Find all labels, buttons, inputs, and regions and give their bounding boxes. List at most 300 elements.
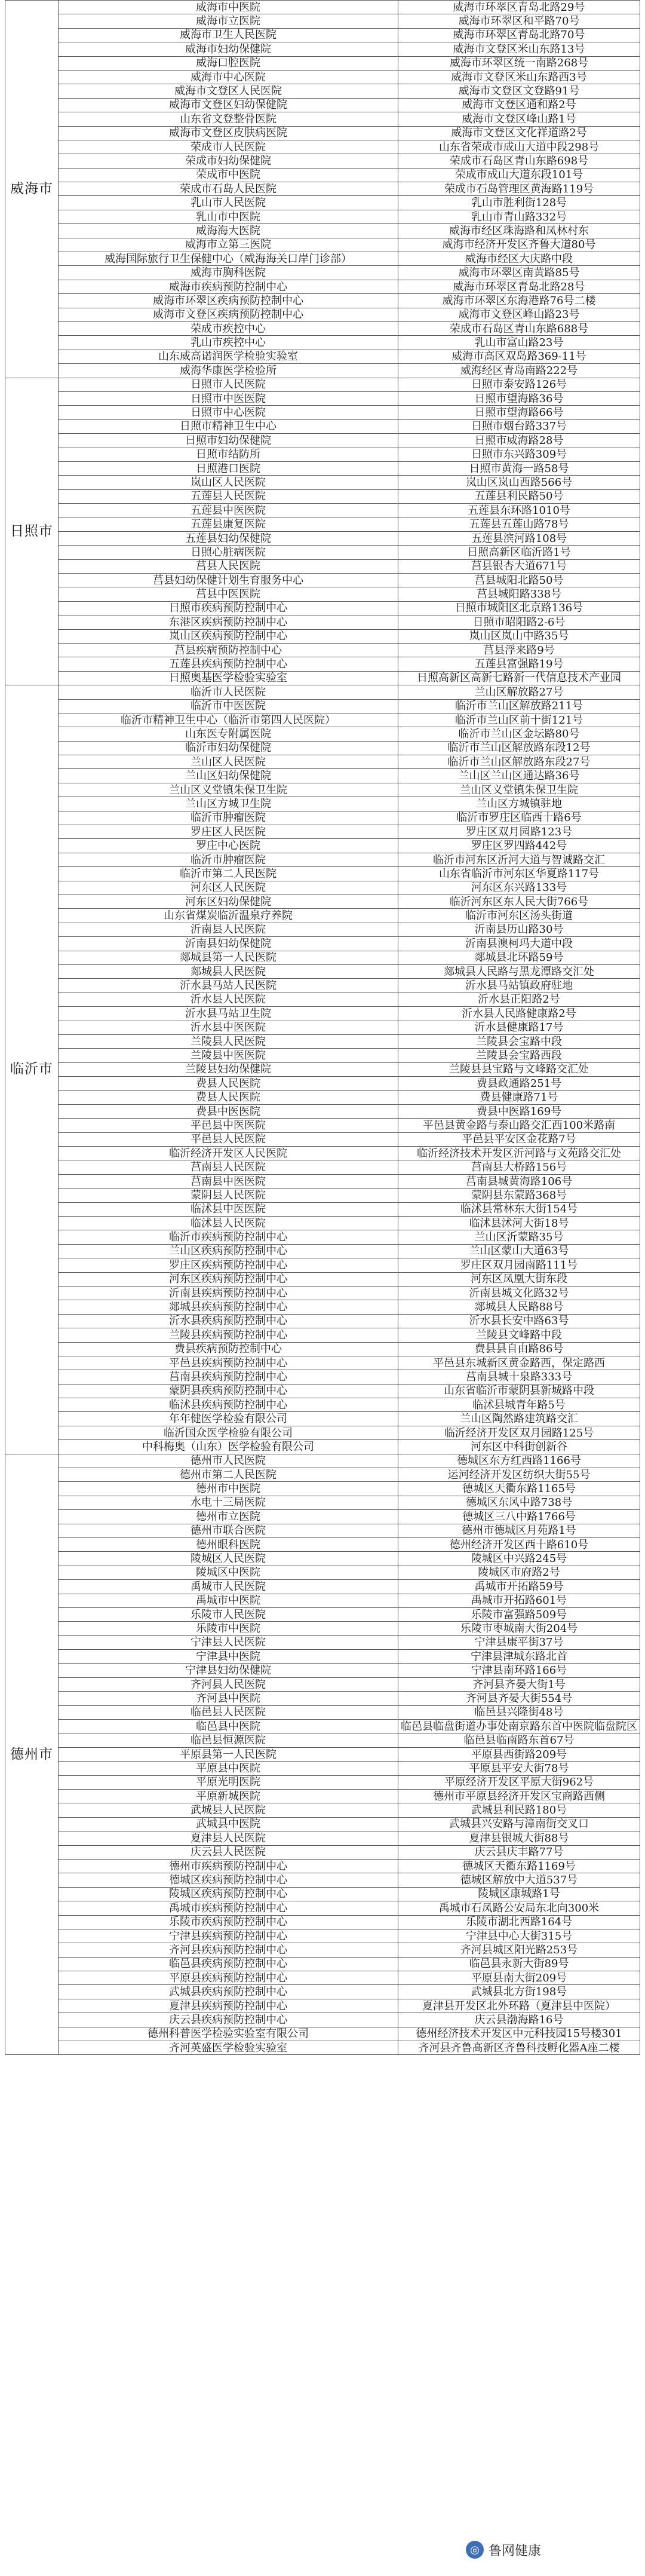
address-cell: 平原县西街路209号 <box>398 1747 640 1761</box>
address-cell: 临沂市兰山区金坛路80号 <box>398 727 640 741</box>
table-row <box>5 1537 640 1551</box>
table-row <box>5 951 640 964</box>
address-cell: 临沂市兰山区前十街121号 <box>398 713 640 727</box>
address-cell: 威海市高区双岛路369-11号 <box>398 350 640 363</box>
table-row <box>5 839 640 853</box>
address-cell: 临邑县临南路东首67号 <box>398 1733 640 1747</box>
table-row <box>5 1440 640 1454</box>
institution-name-cell: 荣成市疾控中心 <box>59 321 398 335</box>
address-cell: 岚山区岚山中路35号 <box>398 629 640 643</box>
institution-name-cell: 临沂市肿瘤医院 <box>59 811 398 825</box>
address-cell: 五莲县五莲山路78号 <box>398 517 640 531</box>
institution-name-cell: 岚山区人民医院 <box>59 476 398 489</box>
table-row <box>5 1370 640 1384</box>
institution-name-cell: 威海市卫生人民医院 <box>59 28 398 42</box>
institution-name-cell: 日照市人民医院 <box>59 378 398 391</box>
table-row <box>5 2041 640 2055</box>
address-cell: 日照市烟台路337号 <box>398 419 640 433</box>
institution-name-cell: 山东省文登整骨医院 <box>59 112 398 126</box>
address-cell: 威海市环翠区南黄路85号 <box>398 266 640 280</box>
address-cell: 平原经济开发区平原大街962号 <box>398 1775 640 1789</box>
address-cell: 郯城县人民路与黑龙潭路交汇处 <box>398 964 640 978</box>
address-cell: 罗庄区罗四路442号 <box>398 839 640 853</box>
address-cell: 临沭县城青年路5号 <box>398 1398 640 1412</box>
institution-name-cell: 宁津县中医院 <box>59 1650 398 1664</box>
address-cell: 运河经济开发区纺织大街55号 <box>398 1468 640 1482</box>
address-cell: 临沂市罗庄区临西十路6号 <box>398 811 640 825</box>
institution-name-cell: 临沭县疾病预防控制中心 <box>59 1398 398 1412</box>
address-cell: 沂水县马站镇政府驻地 <box>398 979 640 993</box>
institution-name-cell: 兰陵县疾病预防控制中心 <box>59 1328 398 1342</box>
address-cell: 临邑县兴隆街48号 <box>398 1705 640 1719</box>
table-row <box>5 1104 640 1118</box>
institution-name-cell: 莒南县人民医院 <box>59 1160 398 1174</box>
institution-name-cell: 临邑县疾病预防控制中心 <box>59 1957 398 1971</box>
table-row <box>5 56 640 70</box>
address-cell: 日照市望海路66号 <box>398 406 640 419</box>
table-row <box>5 517 640 531</box>
address-cell: 临沂经济技术开发区沂河路与文苑路交汇处 <box>398 1147 640 1160</box>
table-row <box>5 546 640 559</box>
table-row <box>5 755 640 769</box>
address-cell: 德城区天衢东路1165号 <box>398 1482 640 1496</box>
table-row <box>5 993 640 1006</box>
address-cell: 兰山区兰山区通达路36号 <box>398 769 640 783</box>
address-cell: 山东省荣成市成山大道中段298号 <box>398 140 640 154</box>
institution-name-cell: 兰山区义堂镇朱保卫生院 <box>59 783 398 797</box>
institution-name-cell: 兰山区疾病预防控制中心 <box>59 1244 398 1258</box>
institution-name-cell: 岚山区疾病预防控制中心 <box>59 629 398 643</box>
table-row <box>5 1202 640 1216</box>
address-cell: 费县健康路71号 <box>398 1091 640 1104</box>
address-cell: 兰陵县会宝路中段 <box>398 1034 640 1048</box>
address-cell: 莒南县城十泉路333号 <box>398 1370 640 1384</box>
table-row <box>5 1272 640 1286</box>
table-row <box>5 448 640 461</box>
institution-name-cell: 五莲县康复医院 <box>59 517 398 531</box>
institution-name-cell: 德州市第二人民医院 <box>59 1468 398 1482</box>
table-row <box>5 308 640 321</box>
table-row <box>5 895 640 909</box>
address-cell: 莒县浮来路9号 <box>398 643 640 657</box>
table-row <box>5 1426 640 1439</box>
institution-name-cell: 临沂市肿瘤医院 <box>59 853 398 866</box>
table-row <box>5 391 640 405</box>
table-row <box>5 1762 640 1775</box>
address-cell: 临沂市河东区沂河大道与智诚路交汇 <box>398 853 640 866</box>
address-cell: 威海市文登区峰山路23号 <box>398 308 640 321</box>
city-cell: 德州市 <box>5 1454 59 2055</box>
table-row <box>5 378 640 391</box>
address-cell: 沂水县长安中路63号 <box>398 1314 640 1328</box>
institution-name-cell: 沂南县人民医院 <box>59 923 398 936</box>
institution-name-cell: 莒县人民医院 <box>59 559 398 573</box>
address-cell: 沂南县历山路30号 <box>398 923 640 936</box>
hospital-address-table <box>5 0 640 2055</box>
table-row <box>5 140 640 154</box>
institution-name-cell: 威海海大医院 <box>59 224 398 238</box>
institution-name-cell: 五莲县人民医院 <box>59 489 398 503</box>
address-cell: 乐陵市富强路509号 <box>398 1607 640 1621</box>
institution-name-cell: 临邑县恒源医院 <box>59 1733 398 1747</box>
address-cell: 临沭县沭河大街18号 <box>398 1216 640 1230</box>
table-row <box>5 126 640 140</box>
address-cell: 威海市经区珠海路和凤林村东 <box>398 224 640 238</box>
institution-name-cell: 陵城区人民医院 <box>59 1552 398 1566</box>
address-cell: 临沂市兰山区解放路东段27号 <box>398 755 640 769</box>
table-row <box>5 84 640 98</box>
institution-name-cell: 德州眼科医院 <box>59 1537 398 1551</box>
institution-name-cell: 蒙阴县人民医院 <box>59 1189 398 1202</box>
table-row <box>5 1189 640 1202</box>
institution-name-cell: 平原光明医院 <box>59 1775 398 1789</box>
table-row <box>5 811 640 825</box>
institution-name-cell: 兰山区方城卫生院 <box>59 797 398 811</box>
address-cell: 五莲县利民路50号 <box>398 489 640 503</box>
institution-name-cell: 临沂市疾病预防控制中心 <box>59 1230 398 1244</box>
institution-name-cell: 德州科普医学检验实验室有限公司 <box>59 2027 398 2041</box>
address-cell: 郯城县北环路59号 <box>398 951 640 964</box>
table-row <box>5 1021 640 1034</box>
institution-name-cell: 庆云县疾病预防控制中心 <box>59 2013 398 2027</box>
institution-name-cell: 临邑县人民医院 <box>59 1705 398 1719</box>
table-row <box>5 741 640 755</box>
institution-name-cell: 乐陵市中医院 <box>59 1622 398 1635</box>
institution-name-cell: 莒县妇幼保健计划生育服务中心 <box>59 574 398 587</box>
address-cell: 威海市经区大庆路中段 <box>398 252 640 266</box>
address-cell: 兰山区义堂镇朱保卫生院 <box>398 783 640 797</box>
institution-name-cell: 山东威高诺润医学检验实验室 <box>59 350 398 363</box>
address-cell: 威海市环翠区青岛北路70号 <box>398 28 640 42</box>
address-cell: 齐河县齐晏大街554号 <box>398 1692 640 1705</box>
institution-name-cell: 荣成市妇幼保健院 <box>59 154 398 168</box>
table-row <box>5 2013 640 2027</box>
address-cell: 齐河县齐晏大街1号 <box>398 1677 640 1691</box>
table-row <box>5 1286 640 1300</box>
address-cell: 临沂经济开发区双月园路125号 <box>398 1426 640 1439</box>
table-row <box>5 1482 640 1496</box>
institution-name-cell: 平邑县疾病预防控制中心 <box>59 1356 398 1370</box>
address-cell: 威海市文登区通和路2号 <box>398 98 640 112</box>
institution-name-cell: 平原新城医院 <box>59 1790 398 1803</box>
table-row <box>5 643 640 657</box>
institution-name-cell: 临沂国众医学检验有限公司 <box>59 1426 398 1439</box>
institution-name-cell: 费县疾病预防控制中心 <box>59 1342 398 1356</box>
table-row <box>5 881 640 895</box>
address-cell: 河东区东兴路133号 <box>398 881 640 895</box>
table-row <box>5 1356 640 1370</box>
table-row <box>5 1174 640 1188</box>
table-row <box>5 419 640 433</box>
address-cell: 德城区天衢东路1169号 <box>398 1859 640 1873</box>
institution-name-cell: 日照奥基医学检验实验室 <box>59 671 398 685</box>
address-cell: 威海市文登区峰山路1号 <box>398 112 640 126</box>
address-cell: 平原县平安大街78号 <box>398 1762 640 1775</box>
institution-name-cell: 蒙阴县疾病预防控制中心 <box>59 1384 398 1398</box>
address-cell: 威海市文登区米山东路13号 <box>398 42 640 56</box>
table-row <box>5 252 640 266</box>
institution-name-cell: 乐陵市疾病预防控制中心 <box>59 1915 398 1929</box>
table-row <box>5 1747 640 1761</box>
address-cell: 山东省临沂市河东区华夏路117号 <box>398 867 640 881</box>
address-cell: 武城县兴安路与漳南街交叉口 <box>398 1817 640 1831</box>
institution-name-cell: 山东医专附属医院 <box>59 727 398 741</box>
table-row <box>5 1692 640 1705</box>
institution-name-cell: 临沂经济开发区人民医院 <box>59 1147 398 1160</box>
table-row <box>5 1524 640 1537</box>
address-cell: 禹城市石凤路公安局东北向300米 <box>398 1901 640 1915</box>
table-row <box>5 1230 640 1244</box>
table-row <box>5 1216 640 1230</box>
address-cell: 临沂市兰山区解放路211号 <box>398 699 640 713</box>
institution-name-cell: 费县中医医院 <box>59 1104 398 1118</box>
institution-name-cell: 武城县中医院 <box>59 1817 398 1831</box>
table-row <box>5 1 640 14</box>
address-cell: 沂南县城文化路32号 <box>398 1286 640 1300</box>
institution-name-cell: 沂水县中医医院 <box>59 1021 398 1034</box>
institution-name-cell: 日照市中心医院 <box>59 406 398 419</box>
address-cell: 莒县城阳北路50号 <box>398 574 640 587</box>
institution-name-cell: 临沭县中医医院 <box>59 1202 398 1216</box>
table-row <box>5 1887 640 1901</box>
address-cell: 岚山区岚山西路566号 <box>398 476 640 489</box>
address-cell: 齐河县齐鲁高新区齐鲁科技孵化器A座二楼 <box>398 2041 640 2055</box>
address-cell: 荣成市成山大道东段101号 <box>398 168 640 182</box>
institution-name-cell: 荣成市中医院 <box>59 168 398 182</box>
institution-name-cell: 德州市中医院 <box>59 1482 398 1496</box>
institution-name-cell: 罗庄区人民医院 <box>59 825 398 839</box>
institution-name-cell: 荣成市人民医院 <box>59 140 398 154</box>
address-cell: 乳山市富山路23号 <box>398 336 640 350</box>
address-cell: 威海市环翠区青岛北路28号 <box>398 280 640 293</box>
institution-name-cell: 德州市立医院 <box>59 1510 398 1524</box>
institution-name-cell: 临邑县中医院 <box>59 1720 398 1733</box>
table-row <box>5 280 640 293</box>
address-cell: 罗庄区双月园南路111号 <box>398 1258 640 1272</box>
table-row <box>5 336 640 350</box>
address-cell: 沂水县健康路17号 <box>398 1021 640 1034</box>
table-row <box>5 14 640 28</box>
institution-name-cell: 罗庄区疾病预防控制中心 <box>59 1258 398 1272</box>
address-cell: 武城县北方街198号 <box>398 1985 640 1999</box>
address-cell: 宁津县津城东路北首 <box>398 1650 640 1664</box>
address-cell: 乐陵市枣城南大街204号 <box>398 1622 640 1635</box>
address-cell: 兰陵县文峰路中段 <box>398 1328 640 1342</box>
institution-name-cell: 德城区疾病预防控制中心 <box>59 1873 398 1887</box>
institution-name-cell: 五莲县中医医院 <box>59 504 398 517</box>
address-cell: 威海市环翠区青岛北路29号 <box>398 1 640 14</box>
institution-name-cell: 威海市环翠区疾病预防控制中心 <box>59 294 398 308</box>
institution-name-cell: 平邑县人民医院 <box>59 1132 398 1146</box>
institution-name-cell: 齐河县人民医院 <box>59 1677 398 1691</box>
institution-name-cell: 莒南县疾病预防控制中心 <box>59 1370 398 1384</box>
address-cell: 日照市威海路28号 <box>398 434 640 448</box>
address-cell: 宁津县南环路166号 <box>398 1664 640 1677</box>
address-cell: 兰陵县县宝路与文峰路交汇处 <box>398 1062 640 1076</box>
institution-name-cell: 日照市疾病预防控制中心 <box>59 601 398 615</box>
address-cell: 陵城区市府路2号 <box>398 1566 640 1579</box>
table-row <box>5 699 640 713</box>
table-row <box>5 1160 640 1174</box>
institution-name-cell: 威海市立医院 <box>59 14 398 28</box>
institution-name-cell: 武城县疾病预防控制中心 <box>59 1985 398 1999</box>
institution-name-cell: 费县人民医院 <box>59 1077 398 1091</box>
address-cell: 郯城县人民路88号 <box>398 1300 640 1314</box>
institution-name-cell: 德州市人民医院 <box>59 1454 398 1468</box>
table-row <box>5 196 640 210</box>
institution-name-cell: 威海华康医学检验所 <box>59 364 398 378</box>
address-cell: 荣成市石岛管理区黄海路119号 <box>398 182 640 196</box>
institution-name-cell: 德州市疾病预防控制中心 <box>59 1859 398 1873</box>
institution-name-cell: 日照市结防所 <box>59 448 398 461</box>
address-cell: 威海市环翠区东海港路76号二楼 <box>398 294 640 308</box>
address-cell: 五莲县东环路1010号 <box>398 504 640 517</box>
address-cell: 陵城区中兴路245号 <box>398 1552 640 1566</box>
institution-name-cell: 日照市精神卫生中心 <box>59 419 398 433</box>
address-cell: 庆云县渤海路16号 <box>398 2013 640 2027</box>
institution-name-cell: 河东区疾病预防控制中心 <box>59 1272 398 1286</box>
table-row <box>5 1510 640 1524</box>
institution-name-cell: 罗庄中心医院 <box>59 839 398 853</box>
table-row <box>5 1664 640 1677</box>
table-row <box>5 238 640 252</box>
table-row <box>5 1733 640 1747</box>
institution-name-cell: 威海市文登区皮肤病医院 <box>59 126 398 140</box>
institution-name-cell: 沂南县疾病预防控制中心 <box>59 1286 398 1300</box>
address-cell: 德州经济技术开发区中元科技园15号楼301 <box>398 2027 640 2041</box>
institution-name-cell: 乳山市中医院 <box>59 210 398 223</box>
table-row <box>5 1244 640 1258</box>
address-cell: 临沂市河东区汤头街道 <box>398 909 640 923</box>
table-row <box>5 461 640 475</box>
institution-name-cell: 平邑县中医医院 <box>59 1119 398 1132</box>
table-row <box>5 1258 640 1272</box>
institution-name-cell: 威海市文登区妇幼保健院 <box>59 98 398 112</box>
address-cell: 河东区中科街创新谷 <box>398 1440 640 1454</box>
address-cell: 日照市东兴路309号 <box>398 448 640 461</box>
address-cell: 兰山区方城镇驻地 <box>398 797 640 811</box>
address-cell: 沂水县人民路健康路2号 <box>398 1007 640 1021</box>
institution-name-cell: 威海口腔医院 <box>59 56 398 70</box>
table-row <box>5 294 640 308</box>
institution-name-cell: 年年健医学检验有限公司 <box>59 1412 398 1426</box>
institution-name-cell: 临沂市中医医院 <box>59 699 398 713</box>
address-cell: 莒县城阳路338号 <box>398 587 640 601</box>
table-row <box>5 1803 640 1817</box>
table-row <box>5 909 640 923</box>
address-cell: 兰山区沂蒙路35号 <box>398 1230 640 1244</box>
institution-name-cell: 临沂市人民医院 <box>59 685 398 699</box>
table-row <box>5 1607 640 1621</box>
address-cell: 威海市环翠区和平路70号 <box>398 14 640 28</box>
address-cell: 威海市文登区米山东路西3号 <box>398 70 640 84</box>
address-cell: 临沂河东区东人民大街766号 <box>398 895 640 909</box>
address-cell: 威海市文登区文化祥道路2号 <box>398 126 640 140</box>
watermark-text: 鲁网健康 <box>489 2543 542 2559</box>
institution-name-cell: 威海市胸科医院 <box>59 266 398 280</box>
institution-name-cell: 兰陵县人民医院 <box>59 1034 398 1048</box>
table-row <box>5 1147 640 1160</box>
address-cell: 禹城市开拓路601号 <box>398 1594 640 1607</box>
address-cell: 山东省临沂市蒙阴县新城路中段 <box>398 1384 640 1398</box>
table-row <box>5 825 640 839</box>
institution-name-cell: 兰陵县妇幼保健院 <box>59 1062 398 1076</box>
institution-name-cell: 沂水县疾病预防控制中心 <box>59 1314 398 1328</box>
institution-name-cell: 临沂市妇幼保健院 <box>59 741 398 755</box>
address-cell: 日照市望海路36号 <box>398 391 640 405</box>
institution-name-cell: 禹城市人民医院 <box>59 1580 398 1594</box>
institution-name-cell: 乳山市疾控中心 <box>59 336 398 350</box>
institution-name-cell: 齐河县中医院 <box>59 1692 398 1705</box>
institution-name-cell: 山东省煤炭临沂温泉疗养院 <box>59 909 398 923</box>
address-cell: 莒南县大桥路156号 <box>398 1160 640 1174</box>
institution-name-cell: 莒县疾病预防控制中心 <box>59 643 398 657</box>
table-row <box>5 797 640 811</box>
institution-name-cell: 夏津县疾病预防控制中心 <box>59 1999 398 2013</box>
table-row <box>5 1496 640 1509</box>
table-row <box>5 210 640 223</box>
address-cell: 德州市平原县经济开发区宝商路西侧 <box>398 1790 640 1803</box>
table-row <box>5 504 640 517</box>
table-row <box>5 1552 640 1566</box>
table-row <box>5 1999 640 2013</box>
table-row <box>5 1915 640 1929</box>
institution-name-cell: 平原县疾病预防控制中心 <box>59 1971 398 1985</box>
institution-name-cell: 乐陵市人民医院 <box>59 1607 398 1621</box>
institution-name-cell: 沂水县马站卫生院 <box>59 1007 398 1021</box>
table-row <box>5 70 640 84</box>
table-row <box>5 1705 640 1719</box>
table-row <box>5 1790 640 1803</box>
table-row <box>5 1831 640 1845</box>
table-row <box>5 867 640 881</box>
institution-name-cell: 威海市疾病预防控制中心 <box>59 280 398 293</box>
institution-name-cell: 平原县第一人民医院 <box>59 1747 398 1761</box>
table-row <box>5 1971 640 1985</box>
table-row <box>5 1901 640 1915</box>
address-cell: 临邑县永新大街89号 <box>398 1957 640 1971</box>
institution-name-cell: 水电十三局医院 <box>59 1496 398 1509</box>
table-row <box>5 1132 640 1146</box>
address-cell: 宁津县中心大街315号 <box>398 1929 640 1943</box>
table-row <box>5 615 640 629</box>
institution-name-cell: 威海市文登区疾病预防控制中心 <box>59 308 398 321</box>
table-row <box>5 937 640 951</box>
address-cell: 临沭县常林东大街154号 <box>398 1202 640 1216</box>
institution-name-cell: 威海市中心医院 <box>59 70 398 84</box>
institution-name-cell: 莒南县中医医院 <box>59 1174 398 1188</box>
institution-name-cell: 威海市中医院 <box>59 1 398 14</box>
institution-name-cell: 沂水县人民医院 <box>59 993 398 1006</box>
table-row <box>5 1342 640 1356</box>
institution-name-cell: 齐河县疾病预防控制中心 <box>59 1943 398 1957</box>
table-row <box>5 979 640 993</box>
city-cell: 临沂市 <box>5 685 59 1454</box>
institution-name-cell: 莒县中医医院 <box>59 587 398 601</box>
table-row <box>5 1049 640 1062</box>
institution-name-cell: 德州市联合医院 <box>59 1524 398 1537</box>
address-cell: 费县政通路251号 <box>398 1077 640 1091</box>
institution-name-cell: 武城县人民医院 <box>59 1803 398 1817</box>
institution-name-cell: 荣成市石岛人民医院 <box>59 182 398 196</box>
institution-name-cell: 威海国际旅行卫生保健中心（威海海关口岸门诊部） <box>59 252 398 266</box>
address-cell: 莒县银杏大道671号 <box>398 559 640 573</box>
address-cell: 日照市泰安路126号 <box>398 378 640 391</box>
table-row <box>5 1091 640 1104</box>
table-row <box>5 112 640 126</box>
wechat-channel-icon: ◎ <box>466 2541 484 2559</box>
institution-name-cell: 庆云县人民医院 <box>59 1845 398 1859</box>
